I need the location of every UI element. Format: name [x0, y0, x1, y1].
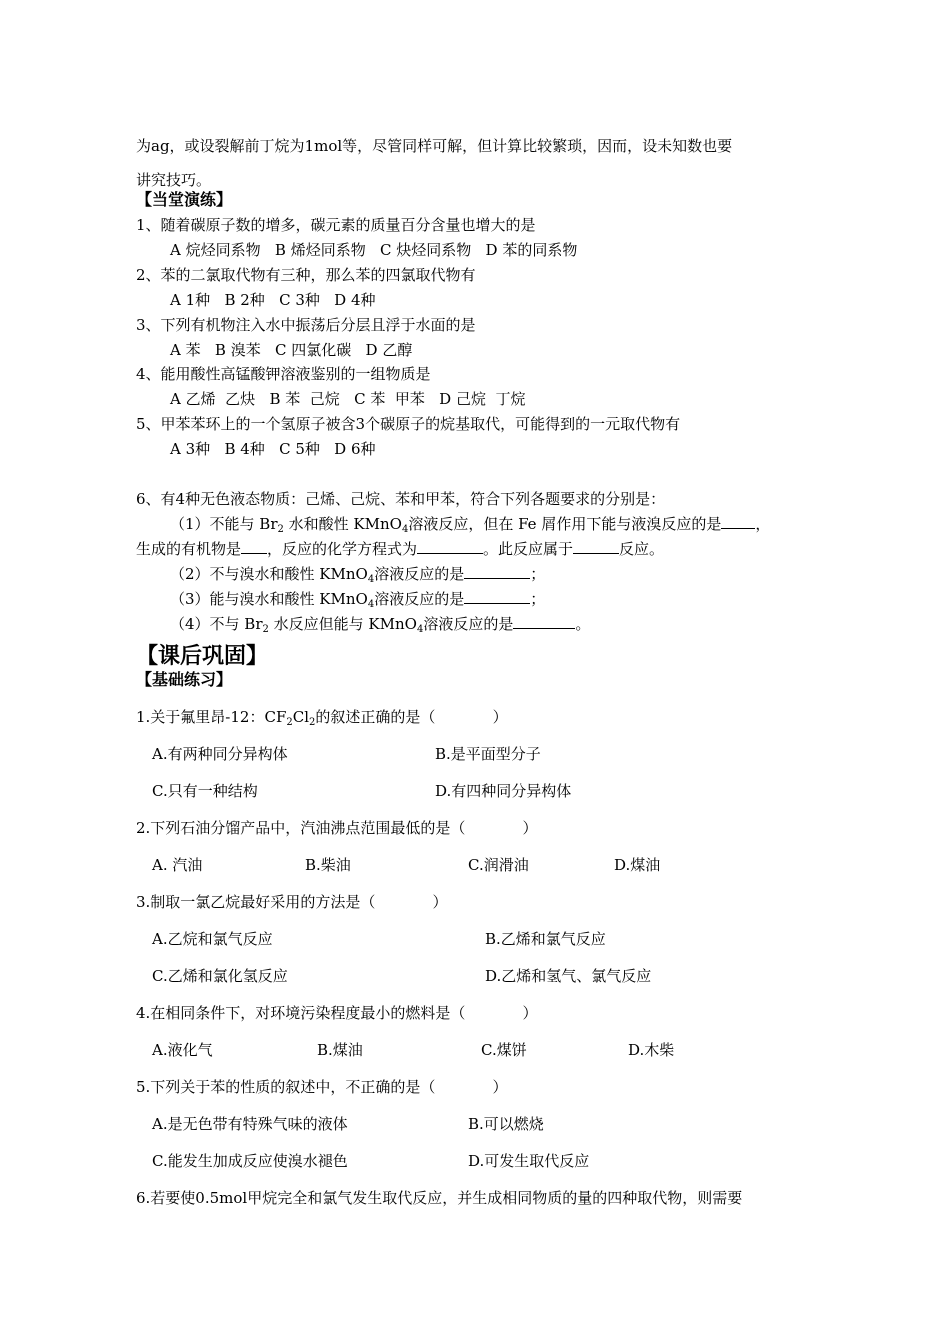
practice-q4-options: A 乙烯 乙炔 B 苯 己烷 C 苯 甲苯 D 己烷 丁烷 [170, 390, 526, 408]
answer-blank[interactable] [464, 564, 530, 579]
homework-q2-option-b: B.柴油 [305, 856, 351, 874]
practice-q6-part2: （2）不与溴水和酸性 KMnO$_4$溶液反应的是 ； [170, 565, 546, 585]
answer-blank[interactable] [573, 539, 619, 554]
homework-q6-stem: 6.若要使0.5mol甲烷完全和氯气发生取代反应，并生成相同物质的量的四种取代物，则需要 [136, 1189, 743, 1207]
homework-q5-stem: 5.下列关于苯的性质的叙述中，不正确的是（ ） [136, 1078, 508, 1096]
practice-q5-options: A 3种 B 4种 C 5种 D 6种 [170, 440, 376, 458]
homework-q3-stem: 3.制取一氯乙烷最好采用的方法是（ ） [136, 893, 448, 911]
homework-q1-option-d: D.有四种同分异构体 [435, 782, 572, 800]
homework-q2-stem: 2.下列石油分馏产品中，汽油沸点范围最低的是（ ） [136, 819, 538, 837]
homework-q3-option-c: C.乙烯和氯化氢反应 [152, 967, 288, 985]
homework-q5-option-b: B.可以燃烧 [468, 1115, 544, 1133]
homework-q2-option-a: A. 汽油 [152, 856, 203, 874]
homework-q3-option-b: B.乙烯和氯气反应 [485, 930, 606, 948]
answer-blank[interactable] [721, 514, 755, 529]
homework-q5-option-a: A.是无色带有特殊气味的液体 [152, 1115, 348, 1133]
intro-line-2: 讲究技巧。 [136, 171, 212, 189]
homework-q2-option-d: D.煤油 [614, 856, 661, 874]
practice-q2-stem: 2、苯的二氯取代物有三种，那么苯的四氯取代物有 [136, 266, 476, 284]
homework-subheading: 【基础练习】 [136, 670, 233, 689]
homework-q4-option-b: B.煤油 [317, 1041, 363, 1059]
homework-q4-option-c: C.煤饼 [481, 1041, 527, 1059]
homework-heading: 【课后巩固】 [136, 644, 269, 669]
homework-q1-stem: 1.关于氟里昂-12：$CF_2Cl_2$的叙述正确的是（ ） [136, 708, 508, 728]
practice-q6-stem: 6、有4种无色液态物质：己烯、己烷、苯和甲苯，符合下列各题要求的分别是： [136, 490, 666, 508]
answer-blank[interactable] [417, 539, 483, 554]
practice-q5-stem: 5、甲苯苯环上的一个氢原子被含3个碳原子的烷基取代，可能得到的一元取代物有 [136, 415, 681, 433]
answer-blank[interactable] [464, 589, 530, 604]
practice-q1-options: A 烷烃同系物 B 烯烃同系物 C 炔烃同系物 D 苯的同系物 [170, 241, 578, 259]
homework-q1-option-c: C.只有一种结构 [152, 782, 258, 800]
practice-q4-stem: 4、能用酸性高锰酸钾溶液鉴别的一组物质是 [136, 365, 431, 383]
answer-blank[interactable] [513, 614, 575, 629]
practice-q3-stem: 3、下列有机物注入水中振荡后分层且浮于水面的是 [136, 316, 476, 334]
homework-q4-stem: 4.在相同条件下，对环境污染程度最小的燃料是（ ） [136, 1004, 538, 1022]
practice-q6-part3: （3）能与溴水和酸性 KMnO$_4$溶液反应的是 ； [170, 590, 546, 610]
homework-q1-option-b: B.是平面型分子 [435, 745, 541, 763]
practice-q6-part4: （4）不与 $Br_2$ 水反应但能与 KMnO$_4$溶液反应的是 。 [170, 615, 591, 635]
answer-blank[interactable] [241, 539, 267, 554]
practice-heading: 【当堂演练】 [136, 190, 233, 209]
homework-q1-option-a: A.有两种同分异构体 [152, 745, 288, 763]
homework-q5-option-c: C.能发生加成反应使溴水褪色 [152, 1152, 348, 1170]
homework-q3-option-d: D.乙烯和氢气、氯气反应 [485, 967, 652, 985]
practice-q1-stem: 1、随着碳原子数的增多，碳元素的质量百分含量也增大的是 [136, 216, 536, 234]
practice-q2-options: A 1种 B 2种 C 3种 D 4种 [170, 291, 376, 309]
practice-q3-options: A 苯 B 溴苯 C 四氯化碳 D 乙醇 [170, 341, 413, 359]
homework-q5-option-d: D.可发生取代反应 [468, 1152, 590, 1170]
homework-q2-option-c: C.润滑油 [468, 856, 529, 874]
homework-q4-option-a: A.液化气 [152, 1041, 213, 1059]
intro-line-1: 为ag，或设裂解前丁烷为1mol等，尽管同样可解，但计算比较繁琐，因而，设未知数也要 [136, 137, 733, 155]
practice-q6-part1-line2: 生成的有机物是 ，反应的化学方程式为 。此反应属于 反应。 [136, 540, 665, 558]
homework-q4-option-d: D.木柴 [628, 1041, 675, 1059]
practice-q6-part1-line1: （1）不能与 $Br_2$ 水和酸性 KMnO$_4$溶液反应，但在 Fe 屑作用下能与液溴反应的是 ， [170, 515, 771, 535]
homework-q3-option-a: A.乙烷和氯气反应 [152, 930, 273, 948]
